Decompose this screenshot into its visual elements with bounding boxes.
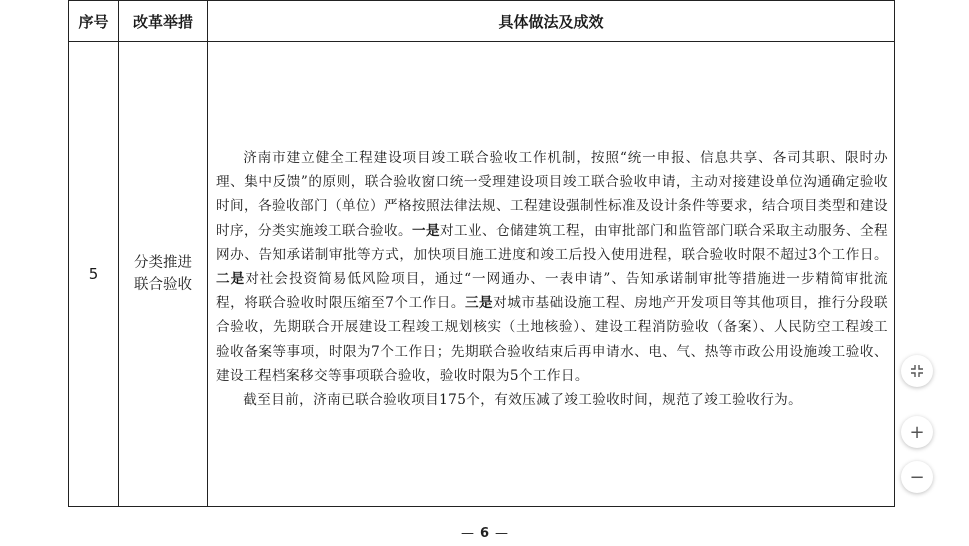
detail-paragraph-2: 截至目前，济南已联合验收项目175个，有效压减了竣工验收时间，规范了竣工验收行为。	[243, 392, 803, 409]
measure-line-1: 分类推进	[134, 255, 192, 271]
detail-intro: 济南市建立健全工程建设项目竣工联合验收工作机制，按照“统一申报、信息共享、各司其职、限时办理、集中反馈”的原则，联合验收窗口统一受理建设项目竣工联合验收申请，主动对接建设单位沟通确定验收时间，各验收部门（单位）严格按照法律法规、工程建设强制性标准及设计条件等要求，结合项目类型和建设时序，分类实施竣工联合验收。	[216, 150, 888, 239]
header-number: 序号	[69, 1, 119, 42]
page-footer	[0, 526, 969, 541]
header-detail: 具体做法及成效	[208, 1, 895, 42]
collapse-arrows-icon	[909, 363, 925, 379]
fit-page-button[interactable]	[901, 355, 933, 387]
zoom-out-button[interactable]: −	[901, 461, 933, 493]
page-number: 6	[479, 526, 490, 541]
point-2-text: 对社会投资简易低风险项目，通过“一网通办、一表申请”、告知承诺制审批等措施进一步精简审批流程，将联合验收时限压缩至7个工作日。	[216, 271, 888, 312]
measure-line-2: 联合验收	[134, 277, 192, 293]
zoom-in-button[interactable]: +	[901, 416, 933, 448]
point-2-label: 二是	[216, 271, 246, 288]
row-number: 5	[69, 42, 119, 507]
footer-dash-left: —	[460, 526, 474, 541]
row-detail	[208, 42, 895, 507]
table-row	[69, 42, 895, 507]
table-header-row	[69, 1, 895, 42]
row-measure	[119, 42, 208, 507]
footer-dash-right: —	[495, 526, 509, 541]
detail-paragraph-1	[216, 146, 888, 388]
point-1-text: 对工业、仓储建筑工程，由审批部门和监管部门联合采取主动服务、全程网办、告知承诺制审批等方式，加快项目施工进度和竣工后投入使用进程，联合验收时限不超过3个工作日。	[216, 222, 888, 263]
point-3-text: 对城市基础设施工程、房地产开发项目等其他项目，推行分段联合验收，先期联合开展建设工程竣工规划核实（土地核验）、建设工程消防验收（备案）、人民防空工程竣工验收备案等事项，时限为7个工作日；先期联合验收结束后再申请水、电、气、热等市政公用设施竣工验收、建设工程档案移交等事项联合验收，验收时限为5个工作日。	[216, 295, 888, 384]
reform-measures-table	[68, 0, 895, 507]
point-1-label: 一是	[412, 222, 440, 239]
header-measure: 改革举措	[119, 1, 208, 42]
point-3-label: 三是	[464, 295, 494, 312]
